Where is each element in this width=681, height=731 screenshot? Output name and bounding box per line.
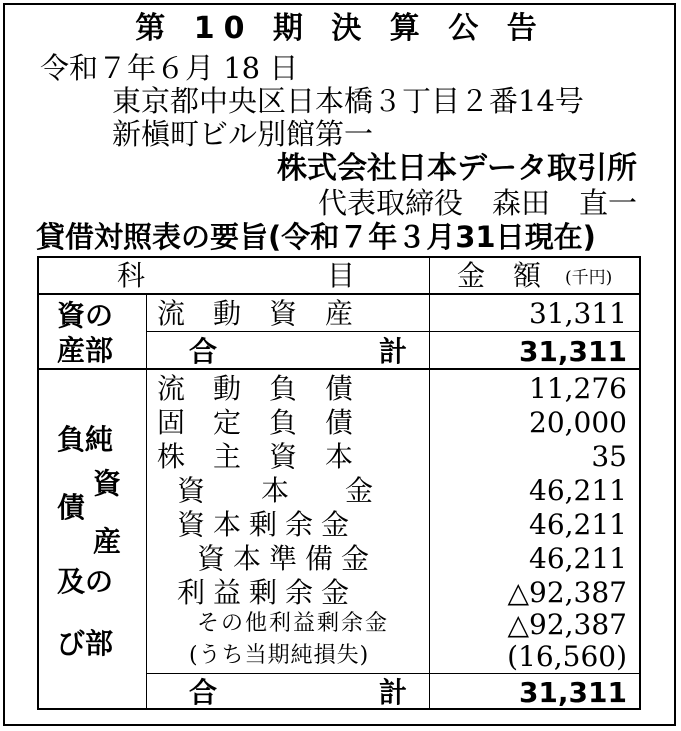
header-unit: (千円) <box>565 268 613 288</box>
header-divider <box>39 293 639 295</box>
row-value: 31,311 <box>529 297 627 330</box>
row-label: 株 主 資 本 <box>157 440 354 473</box>
row-value: △92,387 <box>507 608 627 641</box>
row-label: 資 本 金 <box>177 474 374 507</box>
assets-section-label-2: 産部 <box>57 334 114 367</box>
assets-total-label: 合 計 <box>189 335 418 368</box>
row-value: 11,276 <box>529 372 627 405</box>
address-line-2: 新槇町ビル別館第一 <box>112 117 374 151</box>
notice-title: 第 10 期 決 算 公 告 <box>135 11 546 46</box>
row-value: 20,000 <box>529 406 627 439</box>
row-value: 46,211 <box>529 474 627 507</box>
header-amount: 金 額 <box>457 259 542 292</box>
assets-total-value: 31,311 <box>518 335 627 368</box>
row-label: 利益剰余金 <box>177 576 358 609</box>
assets-section-label-1: 資の <box>57 299 114 332</box>
assets-divider <box>39 368 639 370</box>
liabilities-section-label-1: 負純 <box>57 423 114 456</box>
row-value: △92,387 <box>507 576 627 609</box>
row-label: 流 動 負 債 <box>157 372 354 405</box>
statement-title: 貸借対照表の要旨(令和７年３月31日現在) <box>36 220 596 254</box>
liabilities-section-label-4: 産 <box>93 525 122 558</box>
representative: 代表取締役 森田 直一 <box>317 186 637 220</box>
balance-sheet-table <box>37 256 641 710</box>
notice-date: 令和７年６月 18 日 <box>40 51 299 85</box>
row-label: 流 動 資 産 <box>157 297 354 330</box>
row-label: 固 定 負 債 <box>157 406 354 439</box>
assets-total-divider <box>146 331 639 332</box>
row-value: (16,560) <box>507 640 627 673</box>
row-label: (うち当期純損失) <box>189 643 370 668</box>
row-label: 資本剰余金 <box>177 508 358 541</box>
section-column-divider <box>146 295 147 708</box>
liabilities-section-label-2: 資 <box>93 467 122 500</box>
liabilities-section-label-3: 債 <box>57 491 86 524</box>
header-subject-2: 目 <box>327 259 356 292</box>
row-value: 46,211 <box>529 508 627 541</box>
liabilities-section-label-5: 及の <box>57 565 114 598</box>
address-line-1: 東京都中央区日本橋３丁目２番14号 <box>112 84 584 118</box>
grand-total-value: 31,311 <box>518 676 627 709</box>
header-subject-1: 科 <box>117 259 146 292</box>
company-name: 株式会社日本データ取引所 <box>277 151 637 186</box>
row-value: 46,211 <box>529 542 627 575</box>
liabilities-section-label-6: び部 <box>57 627 114 660</box>
row-label: その他利益剰余金 <box>197 611 390 636</box>
row-label: 資本準備金 <box>197 542 378 575</box>
grand-total-label: 合 計 <box>189 676 418 709</box>
row-value: 35 <box>591 440 627 473</box>
liabilities-total-divider <box>146 673 639 674</box>
